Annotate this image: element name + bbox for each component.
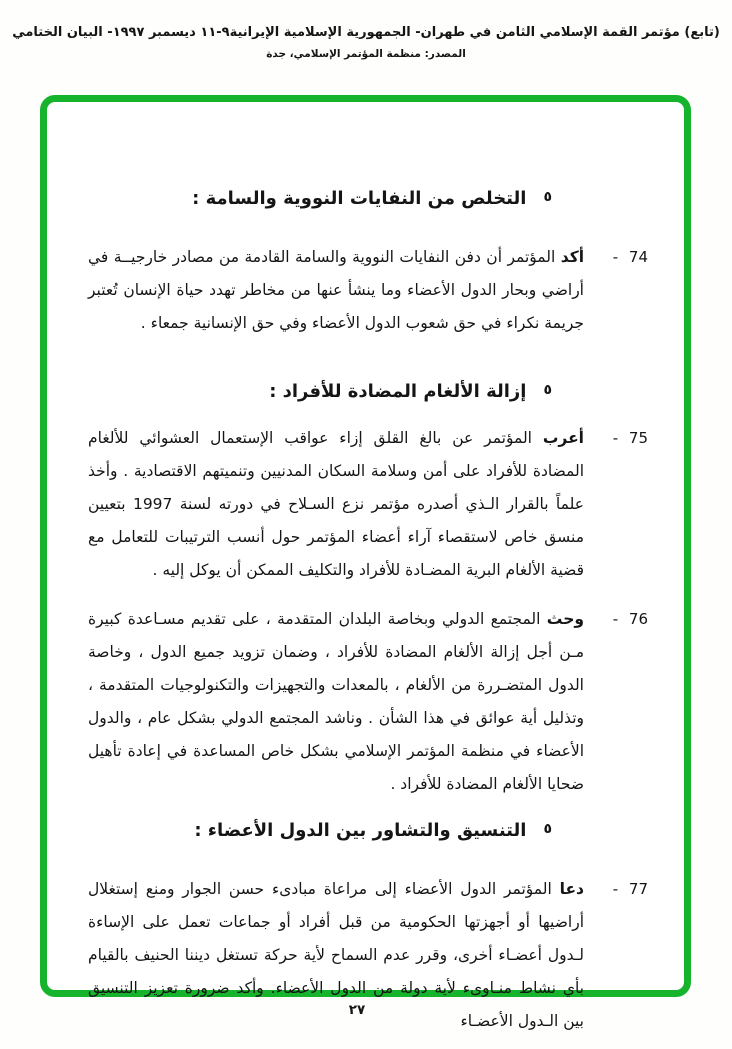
ring-bullet-icon: ٥: [543, 189, 552, 205]
paragraph-text: [88, 241, 584, 340]
document-source: المصدر: منظمة المؤتمر الإسلامي، جدة: [266, 48, 466, 60]
page-number: ٢٧: [348, 1002, 366, 1018]
paragraph-76: [88, 603, 648, 801]
section-heading-nuclear-waste: [88, 183, 552, 215]
paragraph-75: [88, 422, 648, 587]
paragraph-number: - 77: [612, 880, 648, 898]
paragraph-body-text: المؤتمر عن بالغ القلق إزاء عواقب الإستعمال العشوائي للألغام المضادة للأفراد على أمن وسلامة السكان المدنيين وتنميتهم الاقتصادية . وأخذ علماً بالقرار الـذي أصدره مؤتمر نزع السـلاح في دورته لسنة 1997 بتعيين منسق خاص لاستقصاء آراء أعضاء المؤتمر حول أنسب الترتيبات للتعامل مع قضية الألغام البرية المضـادة للأفراد والتكليف الممكن أن يوكل إليه .: [88, 429, 584, 579]
paragraph-number: - 74: [612, 248, 648, 266]
section-heading-coordination: [88, 815, 552, 847]
document-body: [88, 183, 648, 1038]
ring-bullet-icon: ٥: [543, 382, 552, 398]
paragraph-lead-word: وحث: [546, 610, 584, 628]
section-heading-text: التنسيق والتشاور بين الدول الأعضاء :: [194, 820, 527, 841]
section-heading-text: إزالة الألغام المضادة للأفراد :: [269, 381, 527, 402]
paragraph-number: - 76: [612, 610, 648, 628]
paragraph-lead-word: أعرب: [542, 429, 584, 447]
document-title: (تابع) مؤتمر القمة الإسلامي الثامن في طهران- الجمهورية الإسلامية الإيرانية٩-١١ ديسمبر ١٩٩٧- البيان الختامي: [12, 25, 720, 40]
paragraph-body-text: المجتمع الدولي وبخاصة البلدان المتقدمة ، على تقديم مسـاعدة كبيرة مـن أجل إزالة الألغام المضادة للأفراد ، وضمان تزويد جميع الدول ، وخاصة الدول المتضـررة من الألغام ، بالمعدات والتجهيزات والتكنولوجيات المتقدمة ، وتذليل أية عوائق في هذا الشأن . وناشد المجتمع الدولي بشكل عام ، والدول الأعضاء في منظمة المؤتمر الإسلامي بشكل خاص المساعدة في إعادة تأهيل ضحايا الألغام المضادة للأفراد .: [88, 610, 584, 793]
paragraph-text: [88, 422, 584, 587]
paragraph-text: [88, 603, 584, 801]
document-header: [0, 25, 732, 60]
paragraph-lead-word: دعا: [559, 880, 584, 898]
paragraph-lead-word: أكد: [560, 248, 585, 266]
paragraph-number: - 75: [612, 429, 648, 447]
section-heading-text: التخلص من النفايات النووية والسامة :: [192, 188, 527, 209]
ring-bullet-icon: ٥: [543, 821, 552, 837]
paragraph-body-text: المؤتمر الدول الأعضاء إلى مراعاة مبادىء حسن الجوار ومنع إستغلال أراضيها أو أجهزتها الحكومية من قبل أفراد أو جماعات تعمل على الإساءة لـدول أعضـاء أخرى، وقرر عدم السماح لأية حركة تستغل ديننا الحنيف بالقيام بأي نشاط منـاوىء لأية دولة من الدول الأعضاء. وأكد ضرورة تعزيز التنسيق بين الـدول الأعضـاء: [88, 880, 584, 1030]
paragraph-body-text: المؤتمر أن دفن النفايات النووية والسامة القادمة من مصادر خارجيــة في أراضي وبحار الدول الأعضاء وما ينشأ عنها من مخاطر تهدد حياة الإنسان تُعتبر جريمة نكراء في حق شعوب الدول الأعضاء وفي حق الإنسانية جمعاء .: [88, 248, 584, 332]
section-heading-landmines: [88, 376, 552, 408]
paragraph-74: [88, 241, 648, 340]
